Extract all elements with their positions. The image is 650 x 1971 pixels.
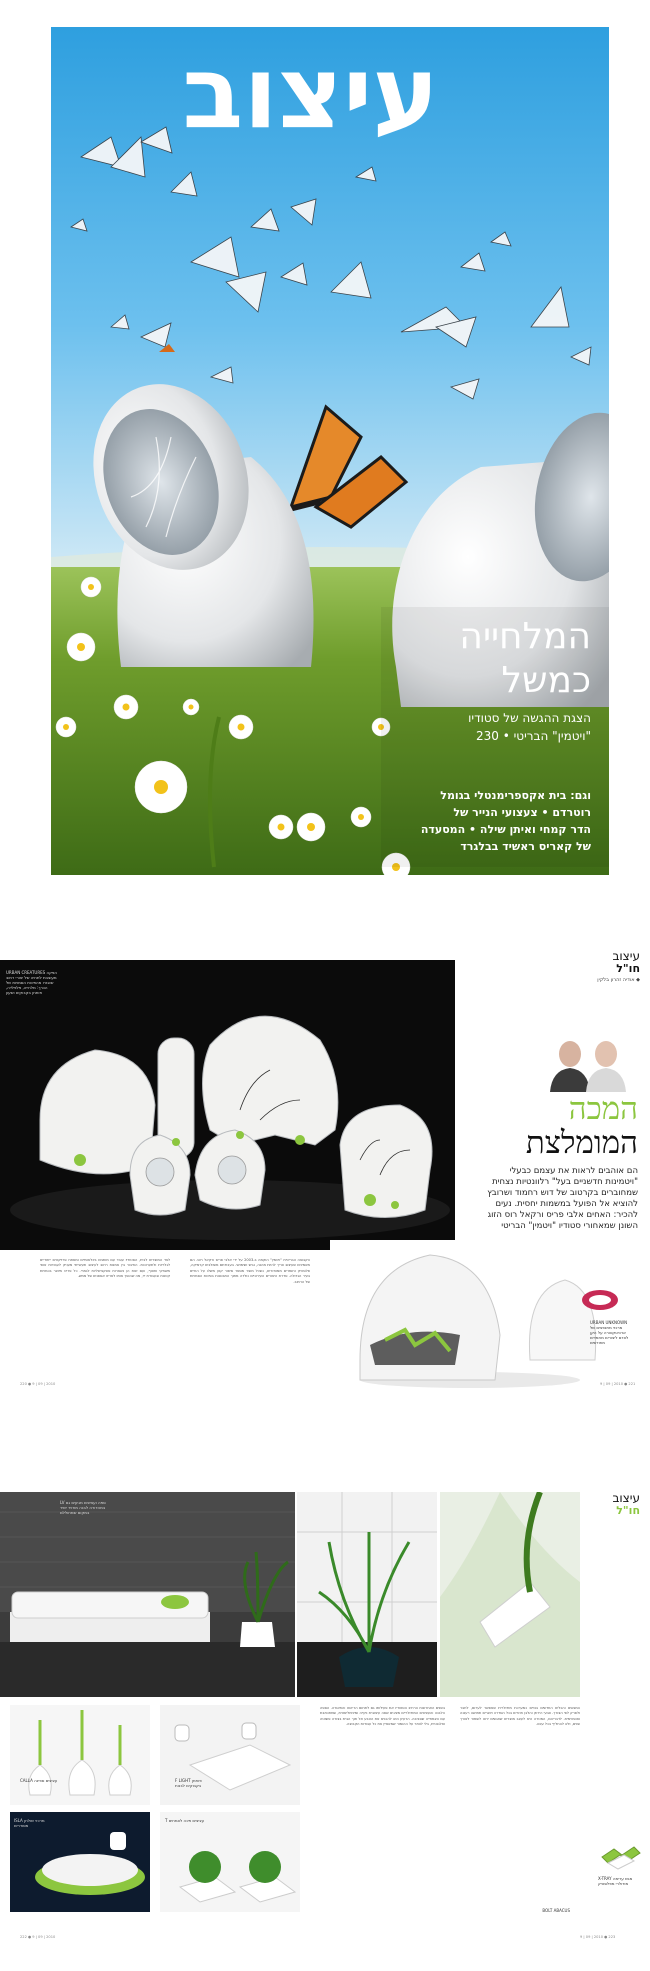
spread2-closeup-photo: [440, 1492, 580, 1697]
spread2-body-col-c: בשנים האחרונות הרחיב הסטודיו את פעילותו גם לתחום הריהוט והתאורה. הספה הלבנה והעציצים המודולריים מציגים שפה עיצובית נקייה ומינימליסטית, שמתכתבת עם הצמחייה שסביבה. הרעיון הוא להכניס את הטבע אל תוך הבית בצורה פשוטה ואלגנטית, בלי לוותר על ההומור שמאפיין את כל עבודות הקבוצה.: [320, 1706, 445, 1727]
intro-line: הם אוהבים לראות את עצמם כבעלי: [509, 1166, 638, 1176]
intro-line: שמחוברים בקרטוב של דוש רחמוד ושרובץ: [487, 1188, 638, 1198]
cover-teaser-line: וגם: בית אקספרימנטלי בגומל: [440, 789, 591, 802]
spread2-vases-photo: [10, 1705, 150, 1805]
designers-portrait: [540, 1036, 636, 1092]
spread2-folio-right: 9 | 09 | 2010 ● 223: [580, 1935, 616, 1939]
author-byline: ◆ אודיה זהרון בלקין: [597, 977, 640, 983]
spread2-folio-left: 222 ● 9 | 09 | 2010: [20, 1935, 56, 1939]
intro-line: להכיר: האחים אלבי פריס ורקאל רוס הזוג: [487, 1210, 638, 1220]
spread1-section-label: [597, 950, 640, 984]
spread1-caption-br: URBAN UNKNOWN מרכזי מתנפצים של ארכיטקטורה על הקן לצדם ליצורים מחמדים מחודשים: [590, 1320, 629, 1345]
cover-headline-line1: המלחייה: [459, 616, 591, 657]
cover-subhead-line1: הצגת ההגשה של סטודיו: [468, 711, 591, 725]
cover-subhead-line2: "ויטמין" הבריטי • 230: [475, 729, 591, 743]
spread2-body-col-d: המגשים והכלים החדשים בנויים כמערכת מודולרית שאפשר לערום, לחבר ולפרק לפי הצורך. צבעי הירוק והלבן חוזרים בכל הסדרה ויוצרים תחושה רעננה ואופטימית. לדבריהם, המטרה היא לעצב מוצרים שאנשים ירצו לשמור לאורך שנים, ולא להחליף בכל עונה.: [460, 1706, 580, 1727]
cover-teaser-line: רוטרדם • צעצועי הנייר של: [453, 806, 591, 819]
cover-masthead: עיצוב: [182, 34, 439, 151]
cover-photo: [51, 27, 609, 875]
spread1-folio-left: 220 ● 9 | 09 | 2010: [20, 1382, 56, 1386]
spread2-caption-b1: CALLA עציצים ספינה: [20, 1778, 58, 1783]
section-label: עיצוב: [612, 1491, 640, 1505]
spread2-caption-tl: LV ספה ועציצים מגיעים גם במהדורה לבנה מחזיר ישיר במקום שמחוללם: [60, 1500, 106, 1515]
spread-1: [0, 940, 650, 1400]
spread1-body-col-b: לצד המוצרים לבית, הסטודיו עובד עם מותגים בינלאומיים ומפתח פרויקטים ייחודיים לגלריות ולתערוכות. החיבור בין אמנות רחוב לעיצוב תעשייתי מעניק לעבודות אופי משחקי וחצוף, ועם זאת הן נשארות פונקציונליות לגמרי. כל פריט מיוצר בכמויות קטנות ובעבודת יד, מה שהופך אותו לפריט אספנים של ממש.: [40, 1258, 170, 1279]
section-sub: חו"ל: [616, 1504, 640, 1517]
spread2-caption-b2: F LIGHT פותחן בקבוקים לבנות: [175, 1778, 202, 1788]
cover-headline: [331, 615, 591, 745]
title-line2: המומלצת: [525, 1125, 638, 1161]
spread2-caption-b5: X-TRAY מגש ערימה מודולרי מפלסטיק: [598, 1876, 633, 1886]
spread2-sofa-photo: [0, 1492, 295, 1697]
spread2-caption-slide: BOLT ABACUS: [542, 1908, 570, 1913]
spread1-intro: [458, 1166, 638, 1232]
section-label: עיצוב: [612, 949, 640, 963]
spread1-main-photo: [0, 960, 455, 1250]
spread1-caption-tl: URBAN CREATURES הפקה מעוצבת לתחיה של יצורי רחוב שנגזרו מהפינות הסמויות של הכרך: מלחייה, פלפלייה, פותחן בקבוקים ושעון: [6, 970, 58, 995]
intro-line: השונן שמאחורי סטודיו "ויטמין" הבריטי: [501, 1221, 638, 1231]
spread2-planters-photo: [160, 1812, 300, 1912]
spread1-folio-right: 9 | 09 | 2010 ● 221: [600, 1382, 636, 1386]
cover-teasers: [351, 787, 591, 855]
section-sub: חו"ל: [616, 962, 640, 975]
spread2-tray-photo: [160, 1705, 300, 1805]
title-line1: המכה: [568, 1091, 638, 1127]
spread2-plant-photo: [297, 1492, 437, 1697]
spread2-caption-b3: ISLA מרכזי שולחן מסודרים: [14, 1818, 45, 1828]
intro-line: "ויטמינות חדשניים בעל" רלוונטיות נצחית: [492, 1177, 638, 1187]
cover-teaser-line: הדר קמחי ואיתן שילה • המסעדה: [420, 823, 591, 836]
spread2-section-label: [612, 1492, 640, 1517]
intro-line: להוציא אל הפועל במשמות יחסית. נעים: [495, 1199, 638, 1209]
cover-teaser-line: של קאריס ראשיד בבלגרד: [460, 840, 591, 853]
spread1-title: [458, 1092, 638, 1160]
spread2-caption-b4: T עציצים פינה לצמחים: [165, 1818, 205, 1823]
spread1-bottom-photo: [330, 1240, 630, 1390]
spread1-body-col-a: הקבוצה הבריטית "ויטמין" הוקמה ב-2003 על ידי אלבי פריס ורקאל רוס. הם מאמינים שעיצוב צריך להיות מהנה, נגיש ושימושי. בעבודתם משולבים קרמיקה, פלסטיק וחומרים ממוחזרים, כשכל מוצר מספר סיפור קטן משלו על החיים בעיר הגדולה. סדרת היצורים העירוניים נולדה מתוך התבוננות בפינות הסמויות של הרחוב.: [190, 1258, 310, 1284]
cover-headline-line2: כמשל: [501, 660, 591, 701]
spread-2: [0, 1480, 650, 1960]
cover: [51, 27, 609, 875]
spread2-xtray-photo: [598, 1835, 642, 1875]
